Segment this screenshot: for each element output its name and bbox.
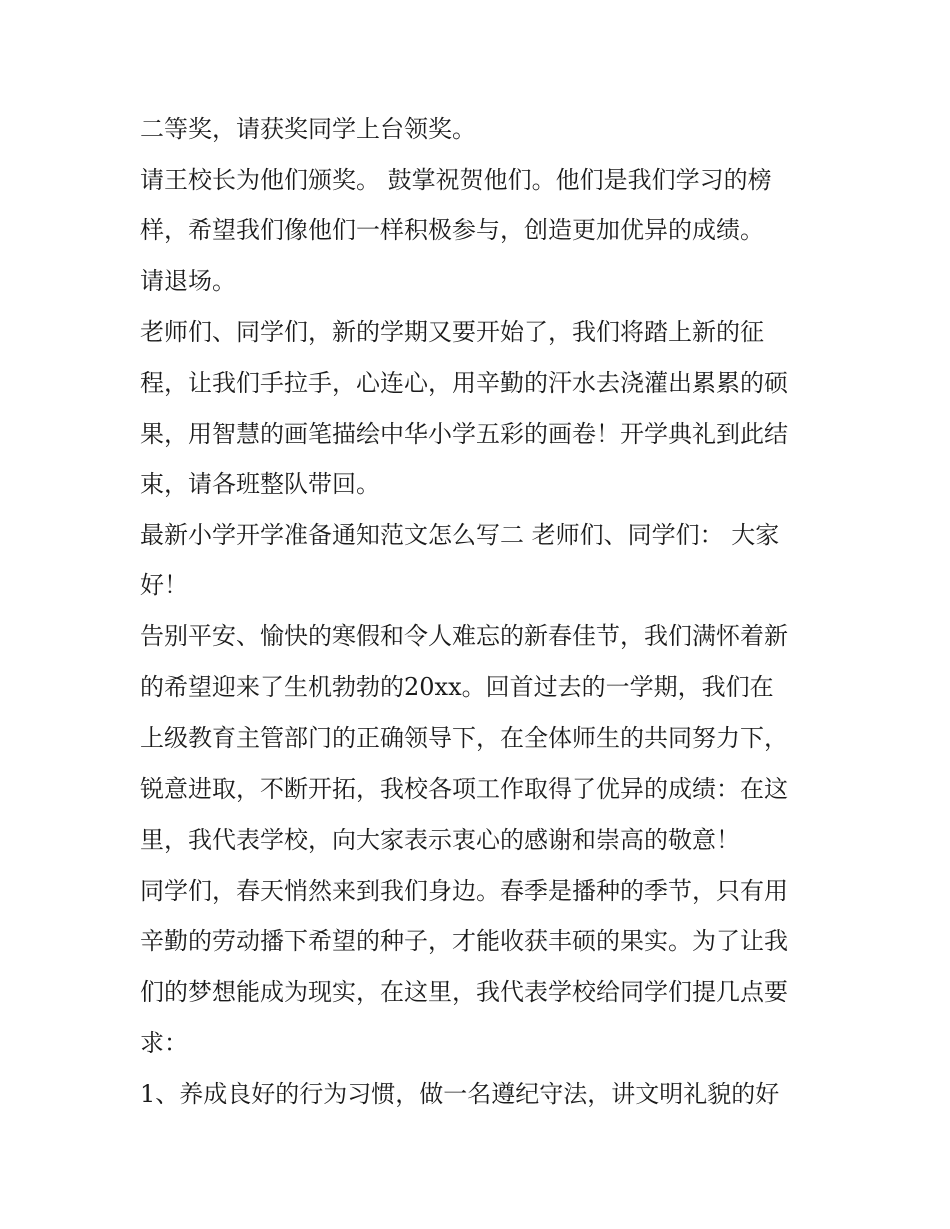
text-line: 辛勤的劳动播下希望的种子，才能收获丰硕的果实。为了让我 [140, 927, 788, 955]
text-line: 求： [140, 1029, 188, 1057]
text-line: 老师们、同学们，新的学期又要开始了，我们将踏上新的征 [140, 318, 764, 346]
text-line: 好！ [140, 571, 188, 599]
text-line: 同学们，春天悄然来到我们身边。春季是播种的季节，只有用 [140, 877, 788, 905]
text-line: 锐意进取，不断开拓，我校各项工作取得了优异的成绩：在这 [140, 775, 788, 803]
text-line: 样，希望我们像他们一样积极参与，创造更加优异的成绩。 [140, 216, 764, 244]
text-line: 请王校长为他们颁奖。 鼓掌祝贺他们。他们是我们学习的榜 [140, 166, 772, 194]
text-line: 果，用智慧的画笔描绘中华小学五彩的画卷！开学典礼到此结 [140, 420, 788, 448]
text-line: 1、养成良好的行为习惯，做一名遵纪守法，讲文明礼貌的好 [140, 1080, 780, 1108]
text-line: 束，请各班整队带回。 [140, 470, 380, 498]
text-line: 程，让我们手拉手，心连心，用辛勤的汗水去浇灌出累累的硕 [140, 369, 788, 397]
text-line: 告别平安、愉快的寒假和令人难忘的新春佳节，我们满怀着新 [140, 622, 788, 650]
text-line: 里，我代表学校，向大家表示衷心的感谢和崇高的敬意！ [140, 826, 740, 854]
text-line: 们的梦想能成为现实，在这里，我代表学校给同学们提几点要 [140, 978, 788, 1006]
text-line: 最新小学开学准备通知范文怎么写二 老师们、同学们： 大家 [140, 521, 780, 549]
text-line: 二等奖，请获奖同学上台领奖。 [140, 115, 476, 143]
text-line: 上级教育主管部门的正确领导下，在全体师生的共同努力下， [140, 724, 788, 752]
text-line: 请退场。 [140, 267, 236, 295]
text-line: 的希望迎来了生机勃勃的20xx。回首过去的一学期，我们在 [140, 673, 774, 701]
